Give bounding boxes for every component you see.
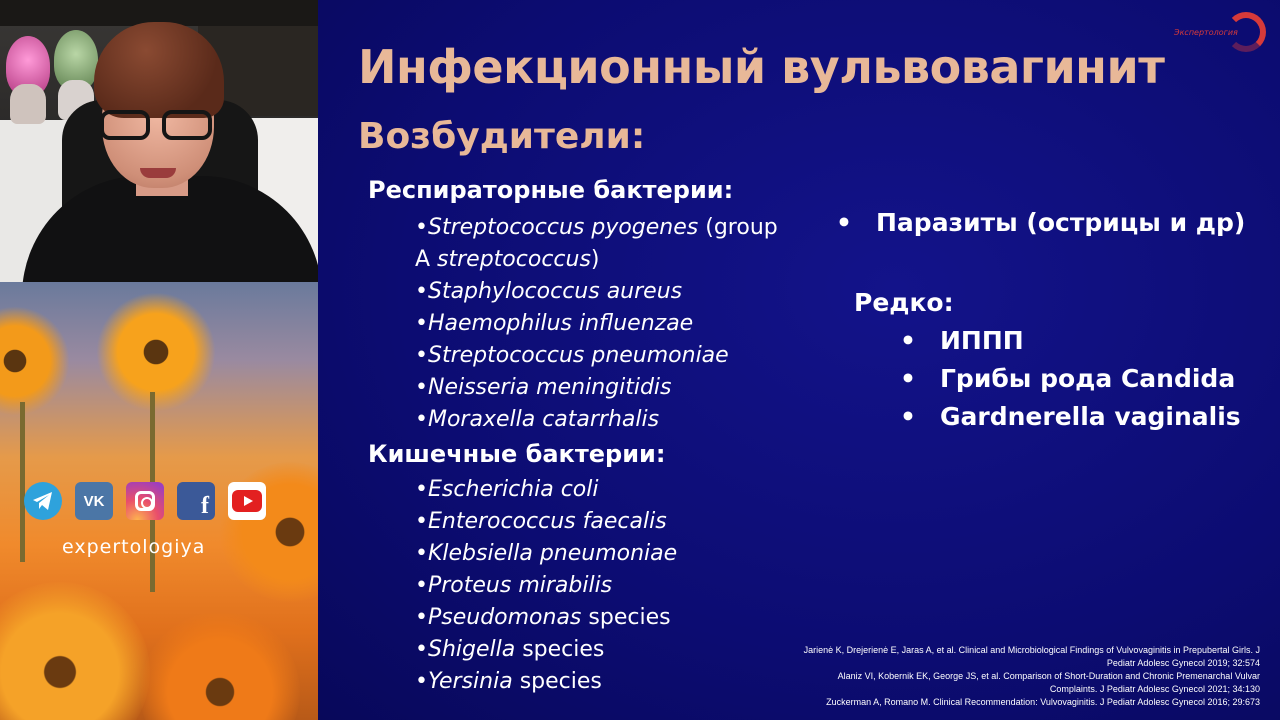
vk-icon[interactable] <box>75 482 113 520</box>
bullet: • <box>415 343 428 368</box>
social-banner <box>0 282 318 720</box>
list-item <box>415 506 677 538</box>
list-item <box>415 372 778 404</box>
reference-line: Pediatr Adolesc Gynecol 2019; 32:574 <box>1106 658 1260 668</box>
bullet: • <box>900 402 916 431</box>
list-item-continuation <box>415 244 778 276</box>
instagram-icon[interactable] <box>126 482 164 520</box>
list-item <box>900 364 1241 402</box>
rare-item-label: Грибы рода Candida <box>940 364 1236 393</box>
bullet: • <box>900 364 916 393</box>
organism-name: Haemophilus influenzae <box>427 311 694 336</box>
bullet: • <box>415 215 428 240</box>
organism-name: Streptococcus pyogenes <box>427 215 699 240</box>
organism-note: ) <box>590 247 600 272</box>
list-item <box>415 404 778 436</box>
rare-item-label: Gardnerella vaginalis <box>940 402 1241 431</box>
bullet: • <box>415 407 428 432</box>
list-item <box>415 474 677 506</box>
presenter-glasses <box>100 110 216 142</box>
respiratory-heading: Респираторные бактерии: <box>368 176 734 204</box>
telegram-icon[interactable] <box>24 482 62 520</box>
respiratory-list <box>415 212 778 436</box>
presenter-mouth <box>140 168 176 178</box>
list-item <box>415 276 778 308</box>
organism-note: species <box>515 637 605 662</box>
list-item <box>415 602 677 634</box>
facebook-glyph: f <box>201 493 209 519</box>
list-item <box>415 666 677 698</box>
presenter-panel <box>0 0 318 720</box>
reference-line: Zuckerman A, Romano M. Clinical Recommendation: Vulvovaginitis. J Pediatr Adolesc Gynecol 2016; 29:673 <box>826 697 1260 707</box>
parasites-item <box>836 208 1245 237</box>
organism-name: Klebsiella pneumoniae <box>427 541 678 566</box>
organism-name: Moraxella catarrhalis <box>427 407 660 432</box>
rare-list <box>900 326 1241 440</box>
bullet: • <box>415 573 428 598</box>
list-item <box>415 212 778 244</box>
organism-name: Enterococcus faecalis <box>427 509 667 534</box>
intestinal-list <box>415 474 677 698</box>
bullet: • <box>900 326 916 355</box>
list-item <box>900 402 1241 440</box>
reference-line: Jarienė K, Drejerienė E, Jaras A, et al. Clinical and Microbiological Findings of Vulvovaginitis in Prepubertal Girls. J <box>803 645 1260 655</box>
parasites-label: Паразиты (острицы и др) <box>876 208 1246 237</box>
plant-pot <box>10 84 46 124</box>
logo-ring-icon <box>1226 12 1266 52</box>
rare-item-label: ИППП <box>940 326 1024 355</box>
flower-image <box>96 292 216 412</box>
slide-title: Инфекционный вульвовагинит <box>358 40 1165 94</box>
bullet: • <box>415 637 428 662</box>
flower-image <box>0 582 150 720</box>
presentation-slide <box>318 0 1280 720</box>
list-item <box>415 538 677 570</box>
vk-icon-text: VK <box>83 492 105 510</box>
organism-name: Shigella <box>427 637 516 662</box>
instagram-glyph <box>135 491 155 511</box>
list-item <box>415 634 677 666</box>
bullet: • <box>415 541 428 566</box>
flower-image <box>0 306 70 416</box>
youtube-icon[interactable] <box>228 482 266 520</box>
webcam-video <box>0 0 318 282</box>
brand-name: expertologiya <box>62 536 206 558</box>
reference-line: Complaints. J Pediatr Adolesc Gynecol 2021; 34:130 <box>1049 684 1260 694</box>
glasses-lens <box>100 110 150 140</box>
social-links <box>24 482 266 520</box>
bullet: • <box>415 669 428 694</box>
organism-name: Escherichia coli <box>427 477 599 502</box>
bullet: • <box>415 311 428 336</box>
bullet: • <box>415 509 428 534</box>
slide-subtitle: Возбудители: <box>358 116 646 157</box>
rare-heading: Редко: <box>854 288 954 317</box>
references <box>730 644 1260 709</box>
list-item <box>415 570 677 602</box>
bullet: • <box>836 208 852 237</box>
list-item <box>415 308 778 340</box>
organism-note: (group <box>698 215 778 240</box>
expertologiya-logo <box>1174 10 1270 56</box>
flower-image <box>140 612 300 720</box>
organism-note: A <box>415 247 438 272</box>
youtube-play-icon <box>232 490 262 512</box>
organism-name: Neisseria meningitidis <box>427 375 672 400</box>
reference-line: Alaniz VI, Kobernik EK, George JS, et al. Comparison of Short-Duration and Chronic Premenarchal Vulvar <box>837 671 1260 681</box>
organism-name: Pseudomonas <box>427 605 582 630</box>
organism-name: Staphylococcus aureus <box>427 279 683 304</box>
list-item <box>900 326 1241 364</box>
facebook-icon[interactable] <box>177 482 215 520</box>
bullet: • <box>415 279 428 304</box>
organism-name: Proteus mirabilis <box>427 573 613 598</box>
glasses-lens <box>162 110 212 140</box>
list-item <box>415 340 778 372</box>
organism-name: streptococcus <box>437 247 591 272</box>
bullet: • <box>415 605 428 630</box>
organism-note: species <box>581 605 671 630</box>
logo-text: Экспертология <box>1174 28 1238 37</box>
intestinal-heading: Кишечные бактерии: <box>368 440 666 468</box>
bullet: • <box>415 375 428 400</box>
organism-note: species <box>512 669 602 694</box>
telegram-plane-icon <box>32 491 54 511</box>
organism-name: Streptococcus pneumoniae <box>427 343 729 368</box>
bullet: • <box>415 477 428 502</box>
organism-name: Yersinia <box>427 669 513 694</box>
